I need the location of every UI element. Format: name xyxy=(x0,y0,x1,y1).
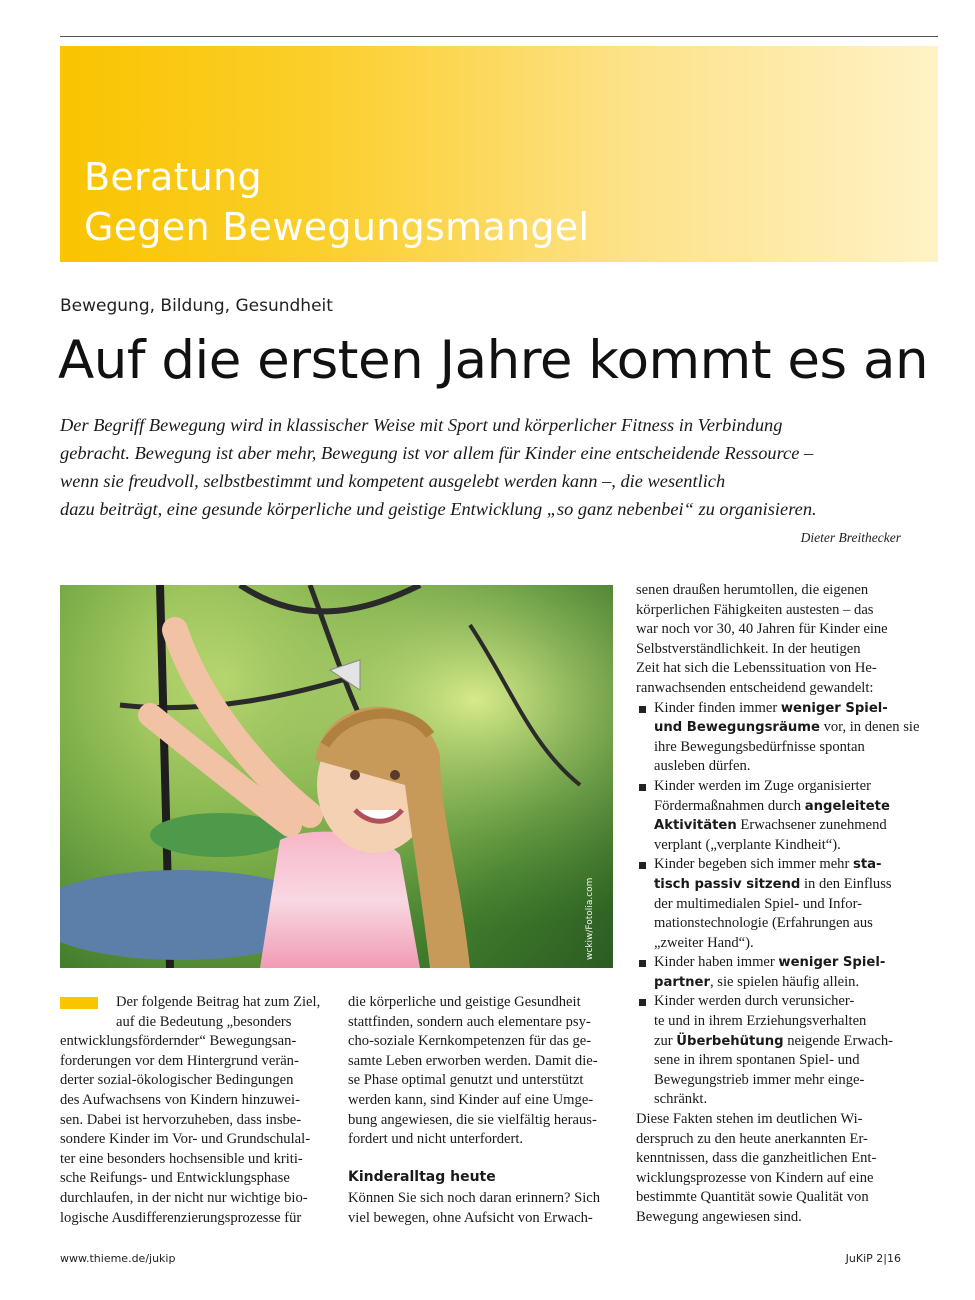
photo-illustration xyxy=(60,585,613,968)
text-line: ranwachsenden entscheidend gewandelt: xyxy=(636,679,874,696)
text-line: forderungen vor dem Hintergrund verän- xyxy=(60,1052,299,1069)
text-line: bestimmte Quantität sowie Qualität von xyxy=(636,1189,869,1206)
bullet-text: in den Einfluss xyxy=(800,875,892,892)
footer-issue: JuKiP 2|16 xyxy=(845,1252,901,1265)
column-3 xyxy=(636,581,920,1228)
lead-paragraph xyxy=(60,411,910,523)
footer-url: www.thieme.de/jukip xyxy=(60,1252,176,1265)
text-line: samte Leben erworben werden. Damit die- xyxy=(348,1052,598,1069)
text-line: stattfinden, sondern auch elementare psy- xyxy=(348,1013,591,1030)
bullet-text: ihre Bewegungsbedürfnisse spontan xyxy=(654,738,865,755)
text-line: wicklungsprozesse von Kindern auf eine xyxy=(636,1169,874,1186)
section-label: Beratung xyxy=(84,155,262,199)
bullet-emphasis: angeleitete xyxy=(804,798,890,814)
bullet-text: Kinder haben immer xyxy=(654,954,779,971)
text-line: logische Ausdifferenzierungsprozesse für xyxy=(60,1209,302,1226)
article-kicker: Bewegung, Bildung, Gesundheit xyxy=(60,296,333,316)
bullet-item xyxy=(636,699,920,777)
banner-text xyxy=(84,152,589,252)
text-line: Können Sie sich noch daran erinnern? Sich xyxy=(348,1190,601,1207)
text-line: sche Reifungs- und Entwicklungsphase xyxy=(60,1170,290,1187)
bullet-emphasis: Aktivitäten xyxy=(654,818,737,834)
text-line: sondere Kinder im Vor- und Grundschulal- xyxy=(60,1131,311,1148)
text-line: Der folgende Beitrag hat zum Ziel, xyxy=(116,994,321,1010)
lead-line: Der Begriff Bewegung wird in klassischer Weise mit Sport und körperlicher Fitness in Verbindung xyxy=(60,415,783,435)
text-line: auf die Bedeutung „besonders xyxy=(116,1013,292,1030)
text-line: se Phase optimal genutzt und unterstützt xyxy=(348,1072,584,1089)
text-line: kenntnissen, dass die ganzheitlichen Ent- xyxy=(636,1150,877,1167)
text-line: bung angewiesen, die sie vielfältig heraus- xyxy=(348,1111,597,1128)
topic-label: Gegen Bewegungsmangel xyxy=(84,205,590,249)
section-banner xyxy=(60,46,938,262)
bullet-text: Kinder werden durch verunsicher- xyxy=(654,993,855,1010)
bullet-emphasis: und Bewegungsräume xyxy=(654,720,820,736)
bullet-text: te und in ihrem Erziehungsverhalten xyxy=(654,1013,867,1030)
text-line: war noch vor 30, 40 Jahren für Kinder eine xyxy=(636,621,888,638)
article-photo xyxy=(60,585,613,968)
bullet-text: Kinder werden im Zuge organisierter xyxy=(654,777,871,794)
text-line: Selbstverständlichkeit. In der heutigen xyxy=(636,640,861,657)
section-subhead: Kinderalltag heute xyxy=(348,1168,496,1185)
text-line: durchlaufen, in der nicht nur wichtige bio- xyxy=(60,1189,308,1206)
text-line: körperlichen Fähigkeiten austesten – das xyxy=(636,601,874,618)
bullet-emphasis: tisch passiv sitzend xyxy=(654,876,801,892)
bullet-emphasis: sta- xyxy=(852,857,882,873)
text-line: derter sozial-ökologischer Bedingungen xyxy=(60,1072,294,1089)
text-line: entwicklungsfördernder“ Bewegungsan- xyxy=(60,1033,297,1050)
bullet-emphasis: partner xyxy=(654,974,710,990)
bullet-text: neigende Erwach- xyxy=(783,1032,893,1049)
text-line: cho-soziale Kernkompetenzen für das ge- xyxy=(348,1033,592,1050)
column-1 xyxy=(60,993,324,1228)
text-line: ter eine besonders hochsensible und kriti- xyxy=(60,1150,303,1167)
bullet-text: zur xyxy=(654,1032,677,1049)
bullet-text: , sie spielen häufig allein. xyxy=(709,973,860,990)
bullet-item xyxy=(636,992,904,1110)
bullet-emphasis: weniger Spiel- xyxy=(778,955,886,971)
bullet-text: Kinder finden immer xyxy=(654,699,781,716)
text-line: Diese Fakten stehen im deutlichen Wi- xyxy=(636,1111,863,1128)
bullet-emphasis: Überbehütung xyxy=(676,1033,784,1049)
bullet-text: sene in ihrem spontanen Spiel- und xyxy=(654,1052,860,1069)
bullet-text: Fördermaßnahmen durch xyxy=(654,797,805,814)
lead-line: wenn sie freudvoll, selbstbestimmt und kompetent ausgelebt werden kann –, die wesentlich xyxy=(60,471,726,491)
bullet-text: Bewegungstrieb immer mehr einge- xyxy=(654,1071,865,1088)
article-title: Auf die ersten Jahre kommt es an xyxy=(58,330,929,391)
text-line: die körperliche und geistige Gesundheit xyxy=(348,994,581,1010)
bullet-text: vor, in denen sie xyxy=(819,719,920,736)
author-name: Dieter Breithecker xyxy=(800,530,901,545)
column-2 xyxy=(348,993,614,1229)
text-line: Zeit hat sich die Lebenssituation von He- xyxy=(636,660,877,677)
top-rule xyxy=(60,36,938,37)
bullet-text: „zweiter Hand“). xyxy=(654,934,754,951)
text-line: Bewegung angewiesen sind. xyxy=(636,1209,802,1225)
text-line: viel bewegen, ohne Aufsicht von Erwach- xyxy=(348,1209,593,1226)
bullet-text: Erwachsener zunehmend xyxy=(736,817,887,834)
text-line: werden kann, sind Kinder auf eine Umge- xyxy=(348,1091,594,1108)
text-line: sen. Dabei ist hervorzuheben, dass insbe- xyxy=(60,1111,302,1128)
bullet-item xyxy=(636,953,904,992)
bullet-text: verplant („verplante Kindheit“). xyxy=(654,836,841,853)
bullet-item xyxy=(636,777,904,855)
bullet-item xyxy=(636,855,904,953)
bullet-text: mationstechnologie (Erfahrungen aus xyxy=(654,915,873,932)
lead-line: gebracht. Bewegung ist aber mehr, Bewegung ist vor allem für Kinder eine entscheidende Ressource – xyxy=(60,443,814,463)
text-line: fordert und nicht unterfordert. xyxy=(348,1131,524,1148)
bullet-emphasis: weniger Spiel- xyxy=(780,700,888,716)
text-line: senen draußen herumtollen, die eigenen xyxy=(636,582,869,598)
bullet-text: ausleben dürfen. xyxy=(654,758,751,775)
text-line: des Aufwachsens von Kindern hinzuwei- xyxy=(60,1091,300,1108)
bullet-text: schränkt. xyxy=(654,1091,708,1108)
bullet-text: der multimedialen Spiel- und Infor- xyxy=(654,895,863,912)
lead-line: dazu beiträgt, eine gesunde körperliche und geistige Entwicklung „so ganz nebenbei“ zu organisieren. xyxy=(60,499,817,519)
text-line: derspruch zu den heute anerkannten Er- xyxy=(636,1130,868,1147)
photo-credit: wckiw/Fotolia.com xyxy=(585,877,595,960)
bullet-text: Kinder begeben sich immer mehr xyxy=(654,856,853,873)
